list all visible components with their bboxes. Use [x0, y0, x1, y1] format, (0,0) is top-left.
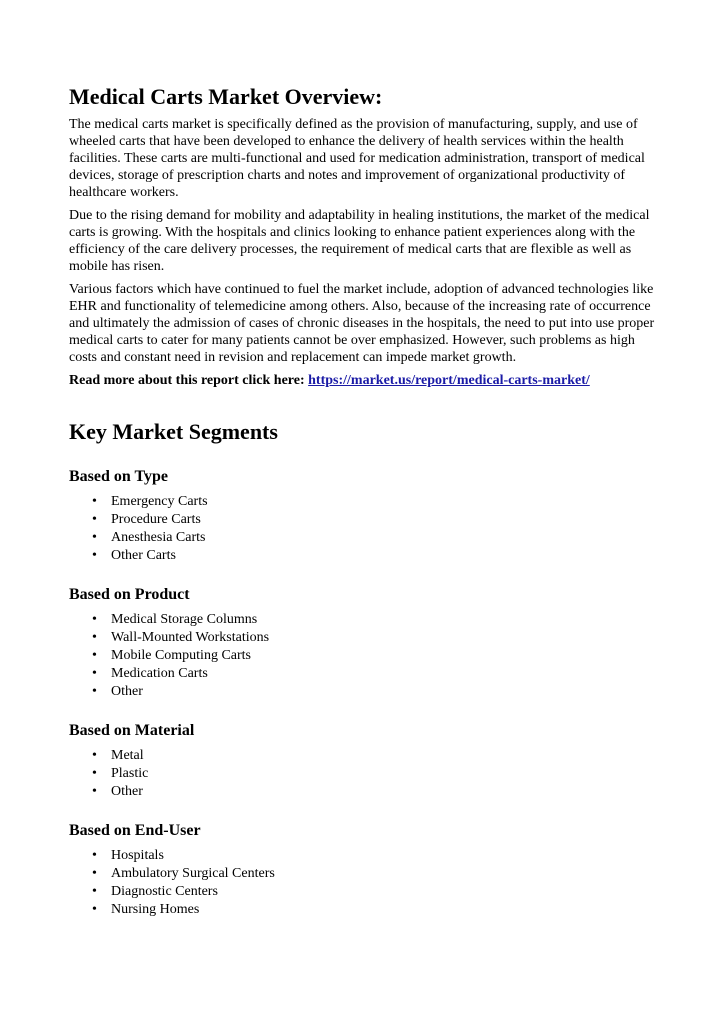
- list-item: • Plastic: [92, 765, 660, 783]
- list-item: • Other: [92, 683, 660, 701]
- list-item: • Other: [92, 783, 660, 801]
- segment-list: [69, 493, 660, 565]
- list-item: • Emergency Carts: [92, 493, 660, 511]
- segment-group-type: [69, 467, 660, 565]
- segment-list: [69, 747, 660, 801]
- segment-group-product: [69, 585, 660, 701]
- list-item: • Diagnostic Centers: [92, 883, 660, 901]
- list-item: • Hospitals: [92, 847, 660, 865]
- segments-title: Key Market Segments: [69, 419, 278, 444]
- overview-paragraph: Various factors which have continued to fuel the market include, adoption of advanced technologies like EHR and functionality of telemedicine among others. Also, because of the increasing rate of occurrence and ultimately the admission of cases of chronic diseases in the hospitals, the need to put into use proper medical carts to cater for many patients cannot be over emphasized. However, such problems as high costs and constant need in revision and replacement can impede market growth.: [69, 282, 655, 365]
- list-item: • Wall-Mounted Workstations: [92, 629, 660, 647]
- list-item: • Mobile Computing Carts: [92, 647, 660, 665]
- overview-paragraph: Due to the rising demand for mobility and adaptability in healing institutions, the market of the medical carts is growing. With the hospitals and clinics looking to enhance patient experiences along with the efficiency of the care delivery processes, the requirement of medical carts that are flexible as well as mobile has risen.: [69, 208, 650, 274]
- segment-list: [69, 847, 660, 919]
- overview-paragraph: The medical carts market is specifically defined as the provision of manufacturing, supply, and use of wheeled carts that have been developed to enhance the delivery of health services within the health facilities. These carts are multi-functional and used for medication administration, transport of medical devices, storage of prescription charts and notes and improvement of organizational productivity of healthcare workers.: [69, 117, 645, 200]
- segment-heading: Based on Type: [69, 468, 168, 485]
- list-item: • Anesthesia Carts: [92, 529, 660, 547]
- segment-heading: Based on Material: [69, 722, 195, 739]
- segment-heading: Based on End-User: [69, 822, 201, 839]
- list-item: • Medication Carts: [92, 665, 660, 683]
- list-item: • Nursing Homes: [92, 901, 660, 919]
- read-more-line: [69, 372, 660, 389]
- report-link[interactable]: https://market.us/report/medical-carts-market/: [308, 373, 590, 388]
- read-more-label: Read more about this report click here:: [69, 373, 305, 388]
- segment-group-end-user: [69, 821, 660, 919]
- list-item: • Metal: [92, 747, 660, 765]
- list-item: • Other Carts: [92, 547, 660, 565]
- list-item: • Medical Storage Columns: [92, 611, 660, 629]
- segment-group-material: [69, 721, 660, 801]
- segment-heading: Based on Product: [69, 586, 190, 603]
- list-item: • Ambulatory Surgical Centers: [92, 865, 660, 883]
- list-item: • Procedure Carts: [92, 511, 660, 529]
- overview-title: Medical Carts Market Overview:: [69, 84, 383, 109]
- segment-list: [69, 611, 660, 701]
